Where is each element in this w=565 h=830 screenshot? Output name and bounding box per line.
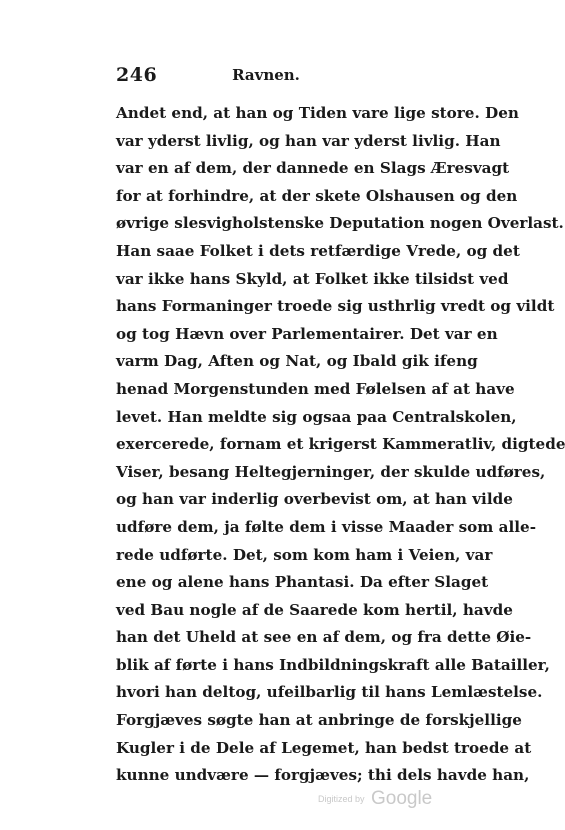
text-line: Kugler i de Dele af Legemet, han bedst troede at: [116, 738, 532, 757]
text-line: han det Uheld at see en af dem, og fra dette Øie-: [116, 628, 532, 647]
text-line: Viser, besang Heltegjerninger, der skulde udføres,: [116, 462, 546, 481]
text-line: henad Morgenstunden med Følelsen af at have: [116, 379, 515, 398]
text-line: hans Formaninger troede sig usthrlig vredt og vildt: [116, 297, 555, 316]
text-line: og tog Hævn over Parlementairer. Det var en: [116, 324, 498, 343]
digitized-watermark: [318, 788, 432, 810]
watermark-prefix: Digitized by: [318, 794, 365, 804]
text-line: rede udførte. Det, som kom ham i Veien, var: [116, 545, 493, 564]
text-line: exercerede, fornam et krigerst Kammeratliv, digtede: [116, 435, 565, 454]
text-line: øvrige slesvigholstenske Deputation nogen Overlast.: [116, 214, 564, 233]
text-line: ene og alene hans Phantasi. Da efter Slaget: [116, 573, 489, 592]
text-line: ved Bau nogle af de Saarede kom hertil, havde: [116, 600, 513, 619]
text-line: Han saae Folket i dets retfærdige Vrede, og det: [116, 241, 520, 260]
running-head: Ravnen.: [232, 66, 300, 84]
text-line: varm Dag, Aften og Nat, og Ibald gik ifeng: [116, 352, 478, 371]
text-line: var ikke hans Skyld, at Folket ikke tilsidst ved: [116, 269, 509, 288]
text-line: kunne undvære — forgjæves; thi dels havde han,: [116, 766, 530, 785]
text-line: for at forhindre, at der skete Olshausen og den: [116, 186, 518, 205]
text-line: hvori han deltog, ufeilbarlig til hans Lemlæstelse.: [116, 683, 543, 702]
page-number: 246: [116, 64, 158, 86]
text-line: var en af dem, der dannede en Slags Æresvagt: [116, 159, 510, 178]
body-text: [116, 100, 565, 790]
watermark-brand: Google: [370, 788, 433, 809]
text-line: udføre dem, ja følte dem i visse Maader som alle-: [116, 517, 537, 536]
text-line: blik af førte i hans Indbildningskraft alle Batailler,: [116, 655, 550, 674]
text-line: var yderst livlig, og han var yderst livlig. Han: [116, 131, 501, 150]
text-line: Forgjæves søgte han at anbringe de forskjellige: [116, 711, 522, 730]
text-line: og han var inderlig overbevist om, at han vilde: [116, 490, 513, 509]
text-line: Andet end, at han og Tiden vare lige store. Den: [116, 104, 519, 122]
text-line: levet. Han meldte sig ogsaa paa Centralskolen,: [116, 407, 517, 426]
